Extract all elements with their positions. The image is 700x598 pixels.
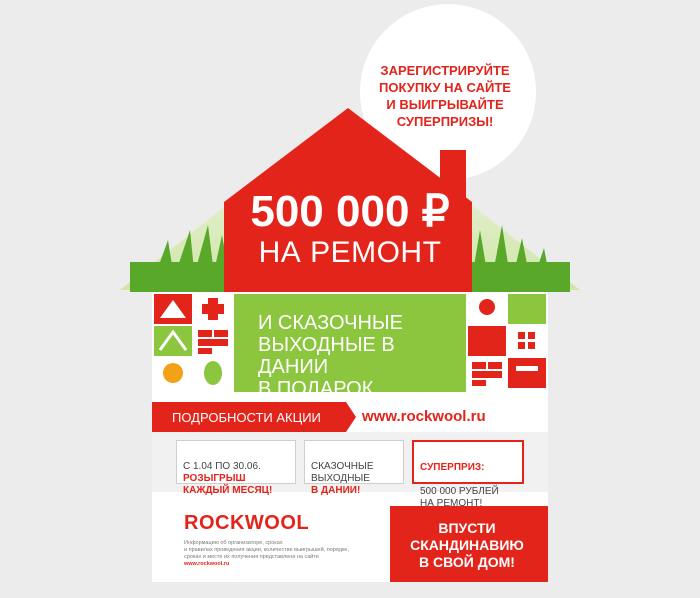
info-box-dates-text: С 1.04 ПО 30.06. — [183, 461, 261, 472]
info-box-dates-highlight: РОЗЫГРЫШ КАЖДЫЙ МЕСЯЦ! — [183, 473, 273, 496]
rockwool-logo: ROCKWOOL — [184, 512, 310, 534]
legal-url[interactable]: www.rockwool.ru — [184, 561, 230, 567]
prize-subtitle: НА РЕМОНТ — [258, 236, 442, 269]
info-box-superprize-text: 500 000 РУБЛЕЙ НА РЕМОНТ! — [420, 486, 499, 509]
promo-details-label: ПОДРОБНОСТИ АКЦИИ — [172, 410, 321, 425]
info-box-denmark-highlight: В ДАНИИ! — [311, 485, 361, 496]
promo-url-link[interactable]: www.rockwool.ru — [362, 408, 486, 425]
headline — [230, 188, 470, 270]
info-box-denmark — [304, 440, 404, 496]
bubble-text: ЗАРЕГИСТРИРУЙТЕ ПОКУПКУ НА САЙТЕ И ВЫИГРЫВАЙТЕ СУПЕРПРИЗЫ! — [379, 63, 511, 129]
legal-info: Информацию об организаторе, сроках и правилах проведения акции, количестве выигрышей, порядке, сроках и месте их получения представлена на сайте — [184, 540, 349, 560]
info-box-superprize — [412, 440, 524, 509]
legal-text — [184, 540, 384, 568]
info-box-denmark-text: СКАЗОЧНЫЕ ВЫХОДНЫЕ — [311, 461, 374, 484]
prize-amount: 500 000 ₽ — [250, 187, 450, 236]
info-box-dates — [176, 440, 296, 496]
info-box-superprize-highlight: СУПЕРПРИЗ: — [420, 462, 485, 473]
green-panel-text: И СКАЗОЧНЫЕ ВЫХОДНЫЕ В ДАНИИ В ПОДАРОК — [258, 312, 403, 400]
cta-text: ВПУСТИ СКАНДИНАВИЮ В СВОЙ ДОМ! — [410, 520, 524, 570]
